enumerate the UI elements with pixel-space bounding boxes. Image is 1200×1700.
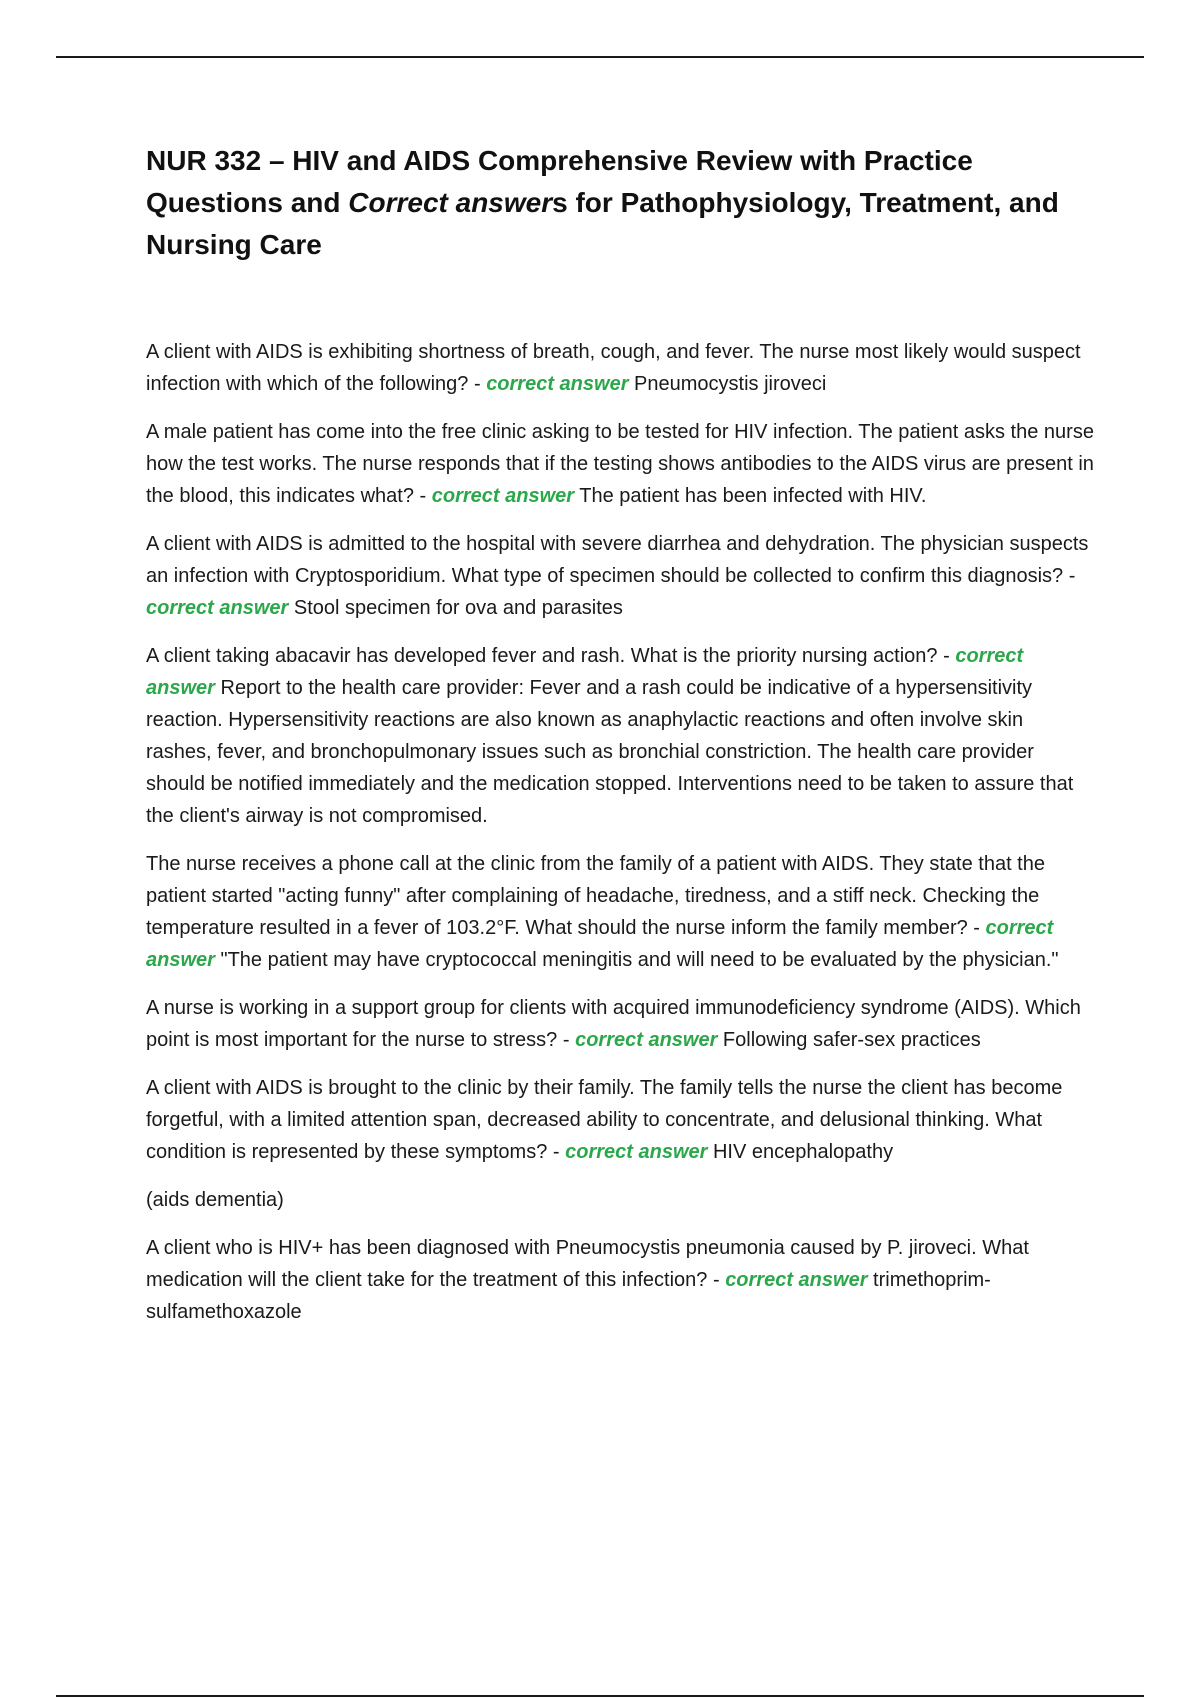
- qa-item: [146, 1232, 1094, 1328]
- answer-label: correct answer: [146, 645, 1024, 699]
- separator: -: [707, 1269, 726, 1291]
- question-text: A client with AIDS is exhibiting shortness of breath, cough, and fever. The nurse most likely would suspect infection with which of the following?: [146, 341, 1081, 395]
- separator: -: [547, 1141, 566, 1163]
- answer-label: correct answer: [725, 1269, 868, 1291]
- answer-label: correct answer: [486, 373, 629, 395]
- separator: -: [1063, 565, 1076, 587]
- separator: -: [937, 645, 956, 667]
- answer-label: correct answer: [431, 485, 575, 507]
- question-text: The nurse receives a phone call at the clinic from the family of a patient with AIDS. They state that the patient started "acting funny" after complaining of headache, tiredness, and a stiff neck. Checking the temperature resulted in a fever of 103.2°F. What should the nurse inform the family member?: [146, 853, 1045, 939]
- qa-list: [146, 336, 1094, 1328]
- answer-label: correct answer: [146, 917, 1054, 971]
- answer-text: "The patient may have cryptococcal meningitis and will need to be evaluated by the physician.": [214, 949, 1059, 971]
- document-title: [146, 140, 1094, 266]
- question-text: A client who is HIV+ has been diagnosed with Pneumocystis pneumonia caused by P. jiroveci. What medication will the client take for the treatment of this infection?: [146, 1237, 1029, 1291]
- question-text: A client with AIDS is brought to the clinic by their family. The family tells the nurse the client has become forgetful, with a limited attention span, decreased ability to concentrate, and delusional thinking. What condition is represented by these symptoms?: [146, 1077, 1063, 1163]
- qa-item: [146, 336, 1094, 400]
- answer-text: Report to the health care provider: Fever and a rash could be indicative of a hypersensitivity reaction. Hypersensitivity reactions are also known as anaphylactic reactions and often involve skin rashes, fever, and bronchopulmonary issues such as bronchial constriction. The health care provider should be notified immediately and the medication stopped. Interventions need to be taken to assure that the client's airway is not compromised.: [146, 677, 1074, 827]
- qa-item: [146, 1072, 1094, 1168]
- title-part-1: NUR 332 – HIV and AIDS Comprehensive Review with Practice Questions and: [146, 145, 973, 218]
- question-text: A client with AIDS is admitted to the hospital with severe diarrhea and dehydration. The physician suspects an infection with Cryptosporidium. What type of specimen should be collected to confirm this diagnosis?: [146, 533, 1089, 587]
- answer-text: Following safer-sex practices: [717, 1029, 981, 1051]
- header-rule: [56, 56, 1144, 58]
- qa-item: [146, 640, 1094, 832]
- footer-rule: [56, 1695, 1144, 1697]
- answer-text: The patient has been infected with HIV.: [574, 485, 927, 507]
- answer-text: trimethoprim-sulfamethoxazole: [146, 1269, 991, 1323]
- document-body: [146, 140, 1094, 1344]
- question-text: A male patient has come into the free clinic asking to be tested for HIV infection. The patient asks the nurse how the test works. The nurse responds that if the testing shows antibodies to the AIDS virus are present in the blood, this indicates what?: [146, 421, 1094, 507]
- answer-text: Pneumocystis jiroveci: [628, 373, 827, 395]
- separator: -: [967, 917, 986, 939]
- separator: -: [413, 485, 432, 507]
- answer-label: correct answer: [146, 597, 289, 619]
- qa-item: [146, 848, 1094, 976]
- answer-text: Stool specimen for ova and parasites: [288, 597, 623, 619]
- separator: -: [468, 373, 487, 395]
- question-text: A client taking abacavir has developed fever and rash. What is the priority nursing action?: [146, 645, 938, 667]
- answer-label: correct answer: [575, 1029, 718, 1051]
- answer-label: correct answer: [565, 1141, 708, 1163]
- qa-item: [146, 992, 1094, 1056]
- qa-item: [146, 528, 1094, 624]
- title-italic: Correct answer: [348, 187, 553, 218]
- qa-item: [146, 416, 1094, 512]
- answer-text: HIV encephalopathy: [707, 1141, 894, 1163]
- title-part-2: s for Pathophysiology, Treatment, and Nursing Care: [146, 187, 1059, 260]
- note-text: (aids dementia): [146, 1189, 284, 1211]
- question-text: A nurse is working in a support group for clients with acquired immunodeficiency syndrome (AIDS). Which point is most important for the nurse to stress?: [146, 997, 1081, 1051]
- qa-item-note: [146, 1184, 1094, 1216]
- separator: -: [557, 1029, 576, 1051]
